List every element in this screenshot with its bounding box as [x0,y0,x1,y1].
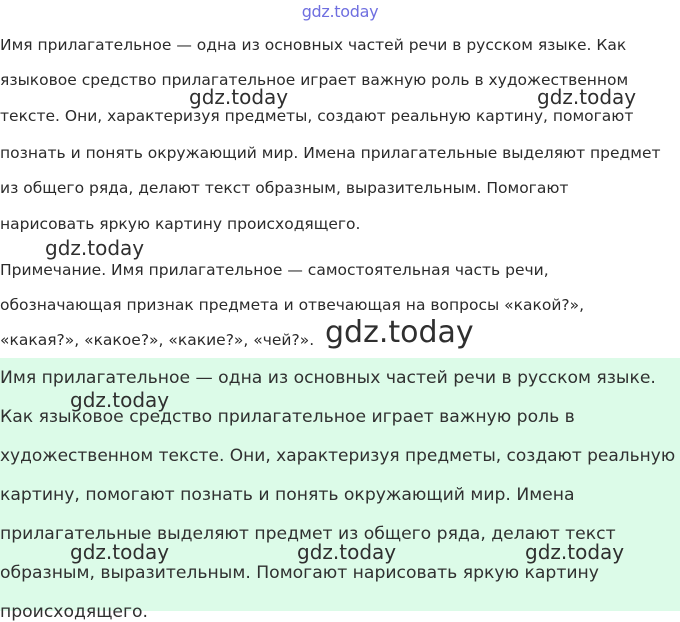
text-line: Примечание. Имя прилагательное — самостоятельная часть речи, [0,261,549,279]
text-line: Имя прилагательное — одна из основных частей речи в русском языке. Как [0,36,627,54]
watermark: gdz.today [537,85,637,109]
text-line: познать и понять окружающий мир. Имена прилагательные выделяют предмет [0,144,661,162]
text-line: «какая?», «какое?», «какие?», «чей?». [0,331,315,349]
watermark: gdz.today [189,85,289,109]
answer-line: картину, помогают познать и понять окружающий мир. Имена [0,485,575,505]
answer-line: художественном тексте. Они, характеризуя предметы, создают реальную [0,446,676,466]
answer-line: Имя прилагательное — одна из основных частей речи в русском языке. [0,368,656,388]
answer-line: происходящего. [0,602,148,622]
text-line: обозначающая признак предмета и отвечающая на вопросы «какой?», [0,296,585,314]
watermark: gdz.today [70,388,170,412]
watermark: gdz.today [297,540,397,564]
watermark: gdz.today [525,540,625,564]
answer-line: прилагательные выделяют предмет из общего ряда, делают текст [0,524,616,544]
watermark: gdz.today [70,540,170,564]
watermark: gdz.today [45,236,145,260]
text-line: тексте. Они, характеризуя предметы, создают реальную картину, помогают [0,107,634,125]
watermark: gdz.today [325,315,474,350]
answer-line: образным, выразительным. Помогают нарисовать яркую картину [0,563,599,583]
text-line: нарисовать яркую картину происходящего. [0,215,361,233]
text-line: из общего ряда, делают текст образным, выразительным. Помогают [0,179,569,197]
answer-line: Как языковое средство прилагательное играет важную роль в [0,407,575,427]
watermark-top: gdz.today [301,2,379,21]
text-line: языковое средство прилагательное играет важную роль в художественном [0,71,629,89]
